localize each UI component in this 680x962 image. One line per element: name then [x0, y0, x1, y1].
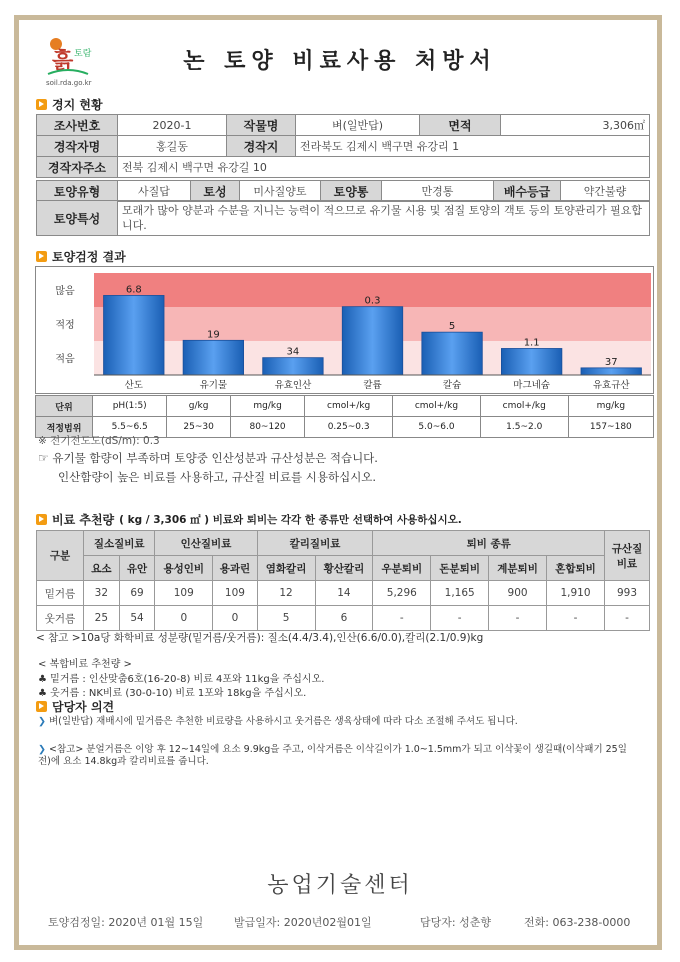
section-title: 비료 추천량 — [52, 513, 115, 527]
chevron-right-icon: ❯ — [38, 716, 46, 727]
header-nitrogen: 질소질비료 — [84, 531, 155, 556]
bar-6 — [581, 368, 641, 375]
organization-name: 농업기술센터 — [267, 873, 413, 898]
bar-1 — [183, 340, 243, 375]
unit-5: cmol+/kg — [480, 396, 568, 417]
level-label: 적음 — [55, 354, 75, 365]
header-potash: 칼리질비료 — [257, 531, 373, 556]
subheader-8: 계분퇴비 — [489, 556, 547, 581]
category-label: 칼륨 — [363, 380, 382, 391]
value-label: 6.8 — [125, 284, 142, 296]
fert-cell: - — [547, 606, 605, 631]
fert-note: ( kg / 3,306 ㎡ ) 비료와 퇴비는 각각 한 종류만 선택하여 사용하십시오. — [119, 514, 462, 526]
label-area: 면적 — [420, 115, 501, 136]
unit-0: pH(1:5) — [93, 396, 167, 417]
opinion-2 — [38, 744, 638, 768]
label-farmer-address: 경작자주소 — [37, 157, 118, 178]
fert-cell: 0 — [213, 606, 257, 631]
fert-cell: 109 — [155, 581, 213, 606]
label-soil-nature: 토성 — [191, 181, 240, 202]
unit-2: mg/kg — [230, 396, 304, 417]
unit-3: cmol+/kg — [305, 396, 393, 417]
svg-text:토람: 토람 — [74, 49, 92, 59]
ec-note: ※ 전기전도도(dS/m): 0.3 — [38, 435, 160, 447]
fert-cell: - — [373, 606, 431, 631]
header-category: 구분 — [37, 531, 84, 581]
range-0: 5.5~6.5 — [93, 417, 167, 438]
fert-cell: 32 — [84, 581, 120, 606]
range-4: 5.0~6.0 — [393, 417, 481, 438]
fert-cell: 14 — [315, 581, 373, 606]
label-farmer: 경작자명 — [37, 136, 118, 157]
fert-cell: 900 — [489, 581, 547, 606]
advice-line-2: 인산함량이 높은 비료를 사용하고, 규산질 비료를 시용하십시오. — [58, 470, 377, 484]
advice-line-1: 유기물 함량이 부족하며 토양중 인산성분과 규산성분은 적습니다. — [52, 451, 378, 465]
compound-line-1 — [38, 670, 324, 685]
value-label: 1.1 — [523, 337, 540, 349]
fert-cell: - — [489, 606, 547, 631]
chart-svg — [36, 267, 653, 393]
subheader-7: 돈분퇴비 — [431, 556, 489, 581]
label-soil-type: 토양유형 — [37, 181, 118, 202]
category-label: 유효규산 — [592, 380, 630, 391]
fert-cell: 6 — [315, 606, 373, 631]
subheader-6: 우분퇴비 — [373, 556, 431, 581]
drainage: 약간불량 — [561, 181, 650, 202]
value-label: 0.3 — [364, 295, 381, 307]
soil-nature: 미사질양토 — [240, 181, 321, 202]
fertilizer-table — [36, 530, 650, 631]
header-phosphate: 인산질비료 — [155, 531, 257, 556]
value-label: 5 — [448, 321, 456, 333]
subheader-4: 염화칼리 — [257, 556, 315, 581]
fert-cell: - — [605, 606, 650, 631]
farmer: 홍길동 — [118, 136, 227, 157]
compound-title: < 복합비료 추천량 > — [38, 659, 132, 670]
fert-cell: - — [431, 606, 489, 631]
range-3: 0.25~0.3 — [305, 417, 393, 438]
label-survey-no: 조사번호 — [37, 115, 118, 136]
bar-3 — [342, 307, 402, 375]
category-label: 마그네슘 — [513, 380, 551, 391]
bar-0 — [104, 295, 164, 375]
hand-point-icon: ☞ — [38, 451, 49, 465]
reference-note: < 참고 >10a당 화학비료 성분량(밑거름/웃거름): 질소(4.4/3.4),인산(6.6/0.0),칼리(2.1/0.9)kg — [36, 632, 484, 644]
value-label: 37 — [604, 356, 618, 368]
label-drainage: 배수등급 — [494, 181, 561, 202]
person-in-charge: 담당자: 성춘향 — [420, 916, 491, 929]
fert-cell: 5 — [257, 606, 315, 631]
farmer-address: 전북 김제시 백구면 유강길 10 — [118, 157, 650, 178]
fert-cell: 1,910 — [547, 581, 605, 606]
subheader-9: 혼합퇴비 — [547, 556, 605, 581]
opinion-1 — [38, 716, 638, 728]
value-label: 19 — [206, 329, 220, 341]
label-crop: 작물명 — [227, 115, 296, 136]
subheader-3: 용과린 — [213, 556, 257, 581]
range-2: 80~120 — [230, 417, 304, 438]
label-soil-feature: 토양특성 — [37, 201, 118, 236]
play-icon — [36, 251, 47, 262]
range-5: 1.5~2.0 — [480, 417, 568, 438]
svg-text:soil.rda.go.kr: soil.rda.go.kr — [46, 79, 92, 87]
fert-cell: 54 — [119, 606, 155, 631]
subheader-0: 요소 — [84, 556, 120, 581]
chevron-right-icon: ❯ — [38, 744, 46, 755]
unit-label: 단위 — [36, 396, 93, 417]
header-silicate: 규산질 비료 — [605, 531, 650, 581]
compound-line-2 — [38, 684, 306, 699]
soil-series: 만경통 — [382, 181, 494, 202]
issue-date: 발급일자: 2020년02월01일 — [234, 916, 372, 929]
section-soil-test — [36, 248, 126, 265]
farm-info-table — [36, 114, 650, 178]
bar-4 — [422, 332, 482, 375]
section-title: 담당자 의견 — [52, 700, 115, 714]
header-compost: 퇴비 종류 — [373, 531, 605, 556]
range-label: 적정범위 — [36, 417, 93, 438]
opinion-text-1: 벼(일반답) 재배시에 밑거름은 추천한 비료량을 사용하시고 웃거름은 생육상태에 따라 다소 조절해 주셔도 됩니다. — [49, 716, 518, 727]
unit-1: g/kg — [167, 396, 231, 417]
unit-4: cmol+/kg — [393, 396, 481, 417]
club-icon: ♣ — [38, 688, 47, 699]
soil-info-table — [36, 180, 650, 202]
section-farm-status — [36, 96, 103, 113]
svg-text:흙: 흙 — [52, 49, 74, 74]
range-1: 25~30 — [167, 417, 231, 438]
bar-2 — [263, 358, 323, 375]
section-title: 경지 현황 — [52, 98, 103, 112]
club-icon: ♣ — [38, 674, 47, 685]
level-label: 많음 — [55, 286, 75, 297]
subheader-5: 황산칼리 — [315, 556, 373, 581]
page-title: 논 토양 비료사용 처방서 — [183, 49, 497, 74]
play-icon — [36, 99, 47, 110]
unit-6: mg/kg — [568, 396, 653, 417]
level-label: 적정 — [55, 320, 75, 331]
fert-cell: 0 — [155, 606, 213, 631]
fert-cell: 993 — [605, 581, 650, 606]
fert-cell: 25 — [84, 606, 120, 631]
category-label: 산도 — [124, 380, 143, 391]
crop: 벼(일반답) — [296, 115, 420, 136]
fert-cell: 109 — [213, 581, 257, 606]
section-title: 토양검정 결과 — [52, 250, 126, 264]
section-opinion — [36, 698, 114, 715]
subheader-2: 용성인비 — [155, 556, 213, 581]
compound-text-1: 밑거름 : 인산맞춤6호(16-20-8) 비료 4포와 11kg을 주십시오. — [50, 674, 325, 685]
soil-test-chart — [35, 266, 654, 394]
test-date: 토양검정일: 2020년 01월 15일 — [48, 916, 204, 929]
range-6: 157~180 — [568, 417, 653, 438]
category-label: 유기물 — [199, 380, 228, 391]
phone: 전화: 063-238-0000 — [524, 916, 631, 929]
section-fert — [36, 511, 462, 528]
play-icon — [36, 701, 47, 712]
bar-5 — [501, 348, 561, 375]
soil-feature: 모래가 많아 양분과 수분을 지니는 능력이 적으므로 유기물 시용 및 점질 토양의 객토 등의 토양관리가 필요합니다. — [118, 201, 650, 236]
play-icon — [36, 514, 47, 525]
soil-type: 사질답 — [118, 181, 191, 202]
field-location: 전라북도 김제시 백구면 유강리 1 — [296, 136, 650, 157]
row-label: 밑거름 — [37, 581, 84, 606]
soil-feature-table — [36, 200, 650, 236]
value-label: 34 — [286, 346, 300, 358]
category-label: 유효인산 — [274, 380, 312, 391]
category-label: 칼슘 — [442, 380, 462, 391]
advice-block — [38, 450, 378, 466]
compound-text-2: 웃거름 : NK비료 (30-0-10) 비료 1포와 18kg을 주십시오. — [50, 688, 307, 699]
fert-cell: 1,165 — [431, 581, 489, 606]
survey-no: 2020-1 — [118, 115, 227, 136]
unit-table — [35, 395, 654, 438]
fert-cell: 12 — [257, 581, 315, 606]
label-field-location: 경작지 — [227, 136, 296, 157]
area: 3,306㎡ — [501, 115, 650, 136]
subheader-1: 유안 — [119, 556, 155, 581]
opinion-text-2: <참고> 분얼거름은 이앙 후 12~14일에 요소 9.9kg을 주고, 이삭거름은 이삭길이가 1.0~1.5mm가 되고 이삭꽃이 생길때(이삭패기 25일 전)에 요소 14.8kg과 칼리비료를 줍니다. — [38, 744, 627, 767]
row-label: 웃거름 — [37, 606, 84, 631]
fert-cell: 69 — [119, 581, 155, 606]
label-soil-series: 토양통 — [321, 181, 382, 202]
fert-cell: 5,296 — [373, 581, 431, 606]
